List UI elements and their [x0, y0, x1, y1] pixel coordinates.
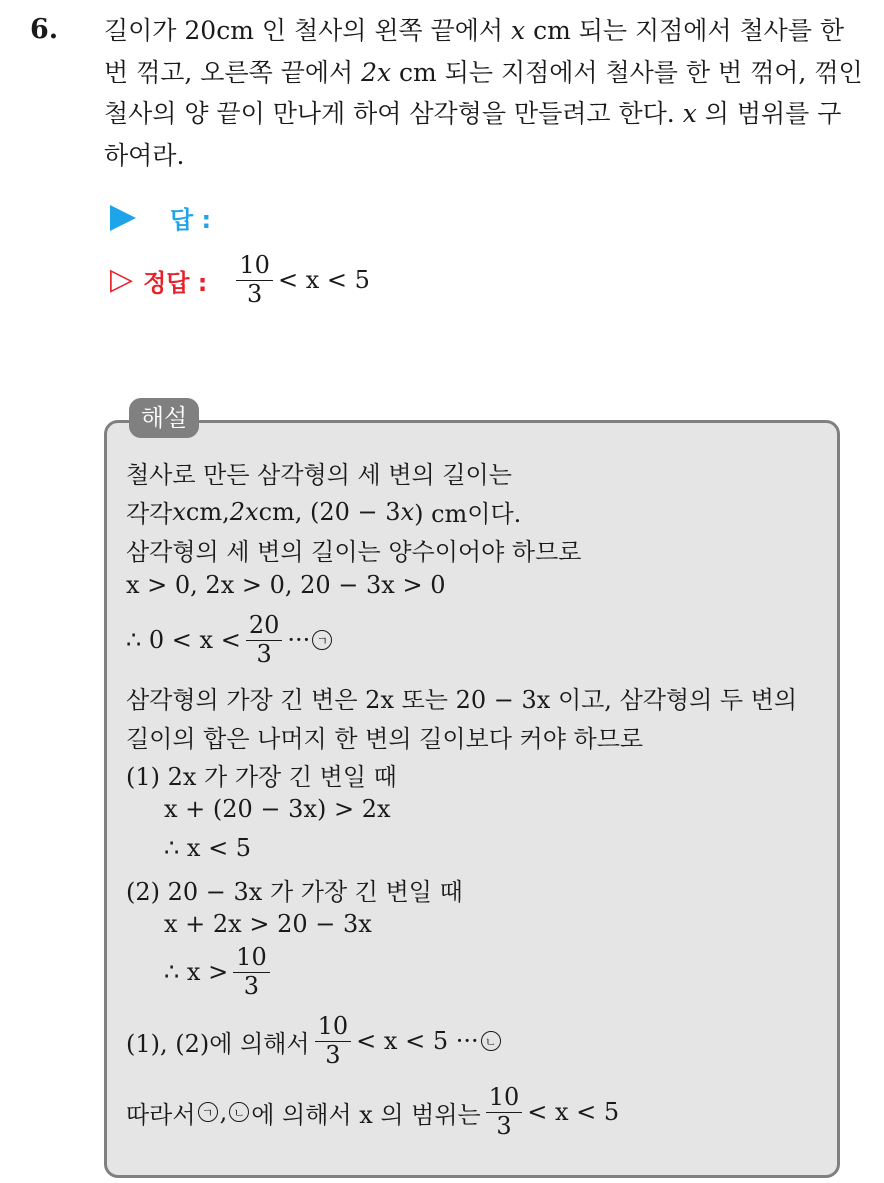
text-part: 에 의해서 x 의 범위는	[251, 1100, 481, 1129]
correct-answer-label: 정답 :	[143, 268, 208, 297]
text-part: 따라서	[126, 1100, 196, 1129]
fraction-numerator: 10	[486, 1084, 523, 1113]
fraction	[246, 612, 283, 668]
fraction-denominator: 3	[496, 1111, 512, 1140]
solution-line	[126, 612, 334, 668]
solution-line	[126, 494, 521, 529]
text-part: cm,	[185, 497, 230, 526]
variable-2x: 2x	[361, 57, 392, 87]
play-triangle-icon	[110, 205, 136, 231]
variable-x: x	[400, 497, 415, 526]
inequality: < x < 5	[527, 1098, 620, 1127]
question-text	[104, 10, 864, 176]
variable-2x: 2x	[229, 497, 259, 526]
question-number: 6.	[30, 14, 59, 45]
therefore-text: ∴ 0 < x <	[126, 626, 241, 655]
question-text-part: cm 되는 지점에서 철사를 한 번 꺾고, 오른쪽 끝에서	[104, 16, 845, 87]
text-part: 각각	[126, 500, 173, 528]
circled-label: ㄴ	[481, 1031, 501, 1051]
variable-x: x	[172, 497, 186, 526]
question-text-part: 길이가 20cm 인 철사의 왼쪽 끝에서	[104, 16, 512, 45]
solution-line	[126, 1084, 619, 1140]
outline-triangle-icon: ▷	[110, 262, 134, 298]
ellipsis: ···	[287, 626, 311, 655]
solution-line: 길이의 합은 나머지 한 변의 길이보다 커야 하므로	[126, 725, 644, 753]
text-part: ) cm이다.	[414, 500, 522, 528]
fraction	[233, 944, 270, 1000]
fraction-numerator: 10	[315, 1013, 352, 1042]
solution-line: 삼각형의 가장 긴 변은 2x 또는 20 − 3x 이고, 삼각형의 두 변의	[126, 686, 798, 714]
solution-tab: 해설	[129, 398, 199, 438]
fraction-denominator: 3	[247, 279, 263, 308]
circled-label: ㄱ	[198, 1102, 218, 1122]
fraction-denominator: 3	[256, 639, 272, 668]
solution-line: 삼각형의 세 변의 길이는 양수이어야 하므로	[126, 538, 582, 566]
solution-line: x > 0, 2x > 0, 20 − 3x > 0	[126, 571, 446, 599]
correct-answer-row	[110, 252, 370, 308]
fraction-denominator: 3	[243, 971, 260, 1000]
fraction-numerator: 10	[233, 944, 270, 973]
fraction	[315, 1013, 352, 1069]
variable-x: x	[511, 16, 526, 45]
fraction	[236, 252, 273, 308]
solution-line: (1) 2x 가 가장 긴 변일 때	[126, 763, 397, 791]
solution-line: 철사로 만든 삼각형의 세 변의 길이는	[126, 461, 512, 489]
variable-x: x	[682, 99, 697, 128]
solution-line: ∴ x < 5	[164, 834, 252, 862]
question-text-part: 의 범위를 구하여라.	[104, 99, 842, 170]
question-text-part: cm 되는 지점에서 철사를 한 번 꺾어, 꺾인 철사의 양 끝이 만나게 하여 삼각형을 만들려고 한다.	[104, 57, 863, 128]
text-part: cm, (20 − 3	[258, 497, 401, 526]
solution-line: x + (20 − 3x) > 2x	[164, 795, 391, 823]
solution-line	[164, 944, 275, 1000]
fraction-denominator: 3	[325, 1040, 341, 1069]
fraction	[486, 1084, 523, 1140]
text-part: (1), (2)에 의해서	[126, 1029, 310, 1058]
answer-row	[110, 200, 211, 235]
inequality: < x < 5 ···	[356, 1027, 479, 1056]
inequality: < x < 5	[277, 266, 370, 295]
solution-line: x + 2x > 20 − 3x	[164, 910, 372, 938]
circled-label: ㄱ	[312, 630, 332, 650]
answer-label: 답 :	[170, 206, 212, 234]
solution-line	[126, 1013, 503, 1069]
correct-answer-value	[231, 252, 369, 308]
fraction-numerator: 20	[246, 612, 283, 641]
circled-label: ㄴ	[229, 1102, 249, 1122]
solution-line: (2) 20 − 3x 가 가장 긴 변일 때	[126, 878, 463, 906]
fraction-numerator: 10	[236, 252, 273, 281]
therefore-text: ∴ x >	[164, 958, 229, 987]
text-part: ,	[219, 1098, 228, 1127]
